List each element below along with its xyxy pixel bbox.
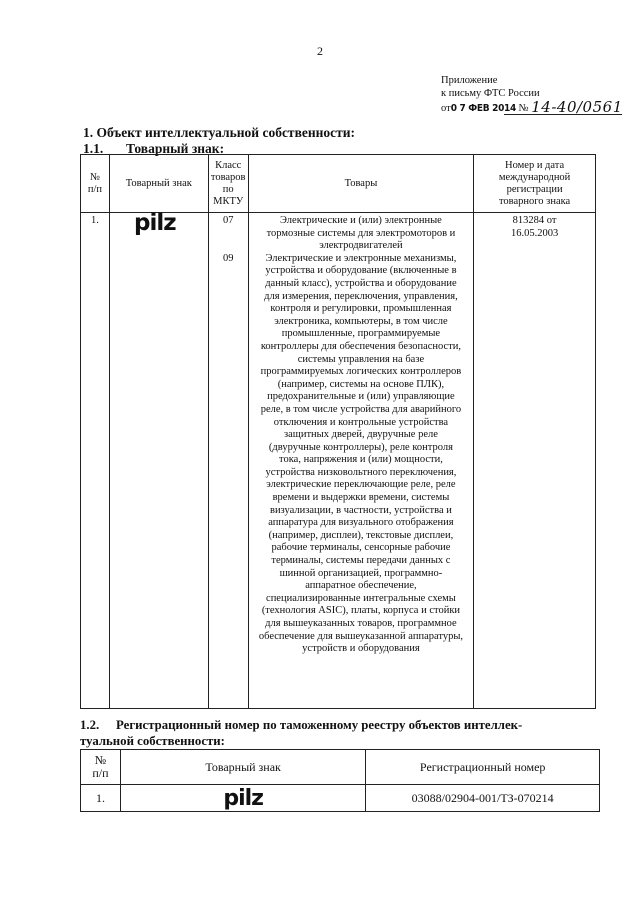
goods-class-09: Электрические и электронные механизмы, устройства и оборудование (включенные в данный класс), устройства и оборудование для измерения, переключения, управления, контроля и регулировки, промышленная электроника, компьютеры, в том числе промышленные, программируемые контроллеры для обеспечения безопасности, системы управления на базе программируемых логических контроллеров (например, системы на основе ПЛК), предохранительные и (или) управляющие реле, в том числе устройства для аварийного отключения и контрольные устройства защитных дверей, двуручные реле (двуручные контроллеры), реле контроля тока, напряжения и (или) мощности, устройства низковольтного переключения, электрические переключающие реле, реле времени и выдержки времени, системы визуализации, в частности, устройства и аппаратура для визуального отображения (например, дисплеи), текстовые дисплеи, рабочие терминалы, сенсорные рабочие терминалы, системы передачи данных с шинной организацией, программно- аппаратное обеспечение, специализированные интегральные схемы (технология ASIC), платы, корпуса и стойки для вышеуказанных товаров, программное обеспечение для вышеуказанной аппаратуры, устройств и оборудования bbox=[258, 252, 463, 655]
class-cell bbox=[208, 213, 248, 709]
col-header-trademark: Товарный знак bbox=[109, 155, 208, 213]
table-header-row bbox=[81, 155, 596, 213]
registry-col-num: № п/п bbox=[81, 750, 121, 785]
subsection-number: 1.1. bbox=[83, 141, 104, 156]
intl-registration: 813284 от 16.05.2003 bbox=[510, 215, 559, 239]
registry-trademark-cell bbox=[120, 785, 365, 812]
table-row bbox=[81, 785, 600, 812]
trademark-cell bbox=[109, 210, 208, 709]
section-heading: 1. Объект интеллектуальной собственности: bbox=[83, 125, 356, 140]
col-header-num: № п/п bbox=[81, 155, 110, 213]
subsection-title: Товарный знак: bbox=[126, 141, 225, 156]
pilz-logo: pilz bbox=[223, 785, 263, 811]
trademark-table bbox=[80, 154, 596, 709]
appendix-letter-ref: к письму ФТС России bbox=[441, 88, 540, 99]
registry-table bbox=[80, 749, 600, 812]
page-number: 2 bbox=[317, 44, 323, 58]
goods-cell bbox=[248, 213, 473, 709]
col-header-class: Класс товаров по МКТУ bbox=[208, 155, 248, 213]
section-1-2-title: Регистрационный номер по таможенному реестру объектов интеллек- туальной собственности: bbox=[80, 718, 523, 748]
col-header-reg: Номер и дата международной регистрации товарного знака bbox=[474, 155, 596, 213]
registry-row-number: 1. bbox=[81, 785, 121, 812]
number-label: № bbox=[518, 103, 529, 114]
reg-cell bbox=[474, 213, 596, 709]
row-number: 1. bbox=[81, 213, 110, 709]
section-1-2-number: 1.2. bbox=[80, 718, 100, 732]
date-stamp: 0 7 ФЕВ 2014 bbox=[450, 103, 516, 114]
col-header-goods: Товары bbox=[248, 155, 473, 213]
number-underline bbox=[504, 114, 622, 115]
registry-number: 03088/02904-001/ТЗ-070214 bbox=[366, 785, 600, 812]
table-row bbox=[81, 213, 596, 709]
handwritten-number: 14-40/0561 bbox=[531, 98, 623, 116]
appendix-date-number bbox=[441, 100, 631, 115]
appendix-title: Приложение bbox=[441, 75, 498, 86]
registry-col-trademark: Товарный знак bbox=[120, 750, 365, 785]
section-1-2-heading bbox=[80, 717, 600, 749]
appendix-date-prefix: от bbox=[441, 103, 451, 114]
appendix-block bbox=[441, 74, 631, 115]
pilz-logo: pilz bbox=[134, 210, 176, 236]
class-07: 07 bbox=[222, 215, 234, 226]
registry-col-reg: Регистрационный номер bbox=[366, 750, 600, 785]
class-09: 09 bbox=[222, 253, 234, 264]
registry-header-row bbox=[81, 750, 600, 785]
goods-class-07: Электрические и (или) электронные тормозные системы для электромоторов и электродвигателей bbox=[266, 215, 456, 252]
